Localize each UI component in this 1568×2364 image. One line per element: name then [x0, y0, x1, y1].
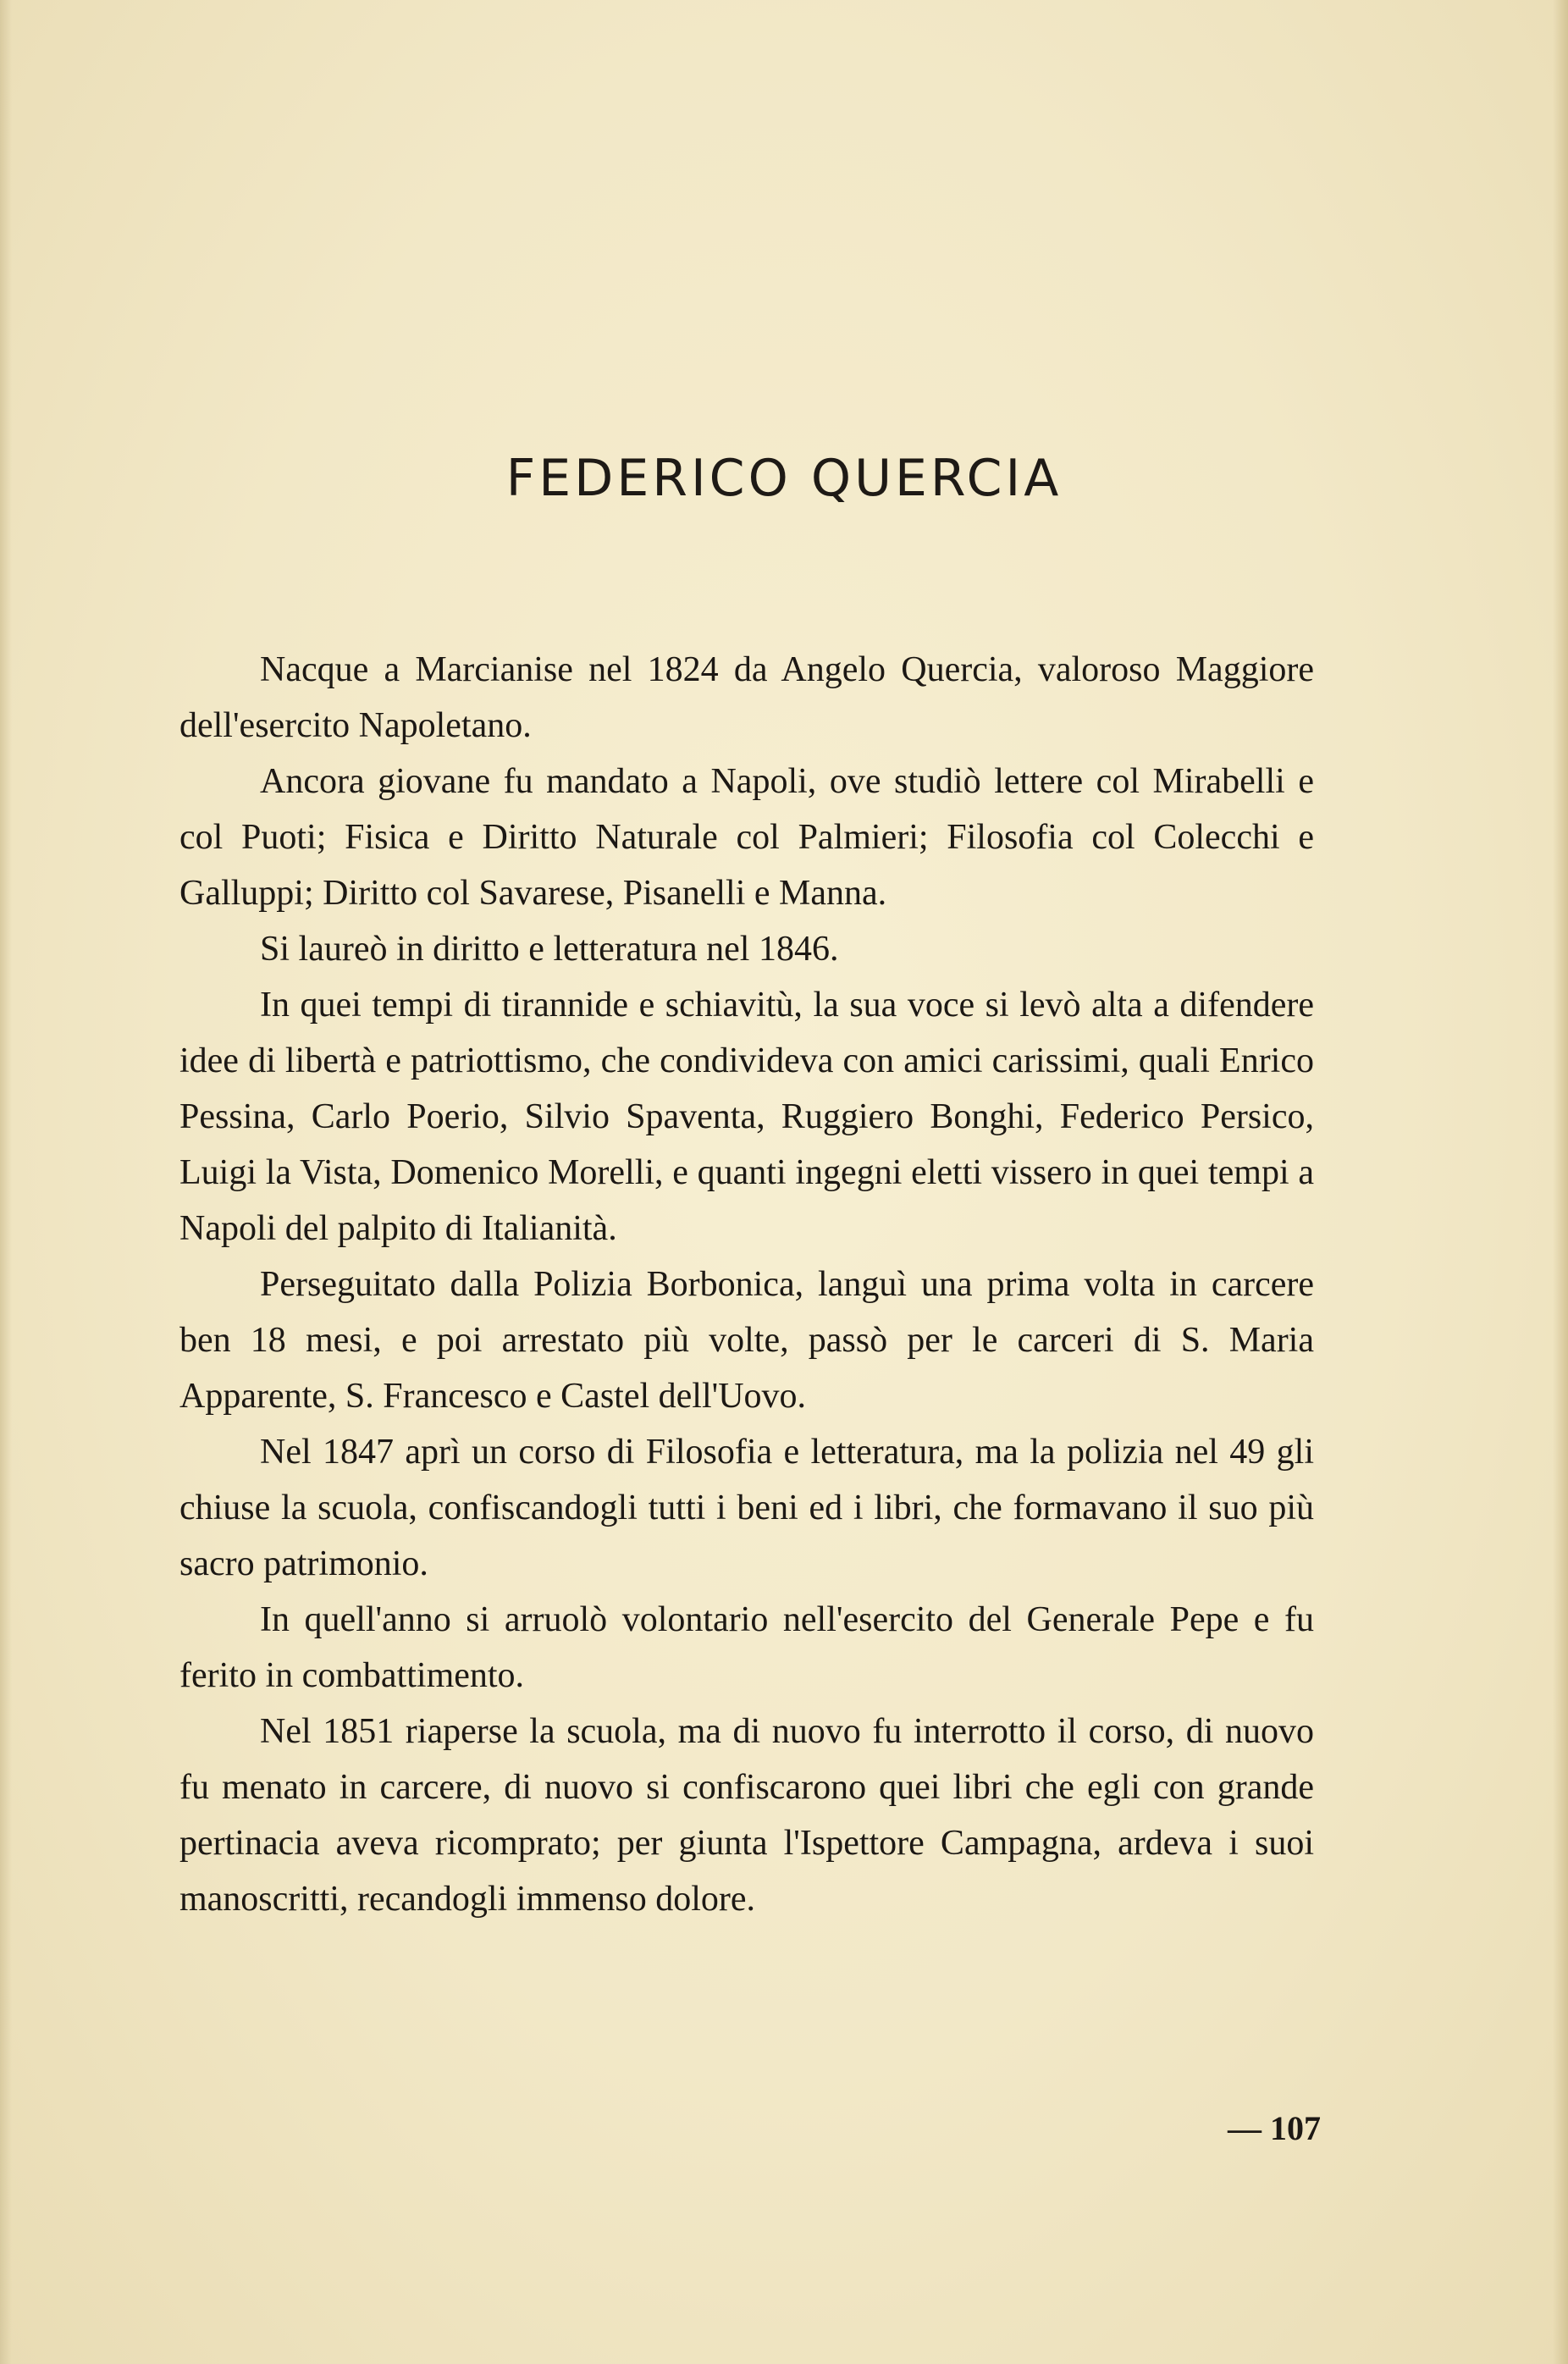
paragraph: Nel 1851 riaperse la scuola, ma di nuovo fu interrotto il corso, di nuovo fu menato in carcere, di nuovo si confiscarono quei libri che egli con grande pertinacia aveva ricomprato; per giunta l'Ispettore Campagna, ardeva i suoi manoscritti, recandogli immenso dolore.: [179, 1712, 1314, 1919]
paragraph: Si laureò in diritto e letteratura nel 1846.: [260, 930, 839, 969]
page-edge-right: [1553, 0, 1568, 2364]
paragraph: In quei tempi di tirannide e schiavitù, la sua voce si levò alta a difendere idee di libertà e patriottismo, che condivideva con amici carissimi, quali Enrico Pessina, Carlo Poerio, Silvio Spaventa, Ruggiero Bonghi, Federico Persico, Luigi la Vista, Domenico Morelli, e quanti ingegni eletti vissero in quei tempi a Napoli del palpito di Italianità.: [179, 986, 1314, 1248]
paragraph: Perseguitato dalla Polizia Borbonica, languì una prima volta in carcere ben 18 mesi, e poi arrestato più volte, passò per le carceri di S. Maria Apparente, S. Francesco e Castel dell'Uovo.: [179, 1265, 1314, 1416]
paragraph: Nel 1847 aprì un corso di Filosofia e letteratura, ma la polizia nel 49 gli chiuse la scuola, confiscandogli tutti i beni ed i libri, che formavano il suo più sacro patrimonio.: [179, 1433, 1314, 1583]
page-number: — 107: [1228, 2109, 1321, 2147]
paragraph: Nacque a Marcianise nel 1824 da Angelo Quercia, valoroso Maggiore dell'esercito Napoletano.: [179, 650, 1314, 745]
page-title: FEDERICO QUERCIA: [505, 449, 1063, 508]
paragraph: Ancora giovane fu mandato a Napoli, ove studiò lettere col Mirabelli e col Puoti; Fisica e Diritto Naturale col Palmieri; Filosofia col Colecchi e Galluppi; Diritto col Savarese, Pisanelli e Manna.: [179, 762, 1314, 913]
body-text: [179, 642, 1314, 1927]
page-edge-left: [0, 0, 12, 2364]
paragraph: In quell'anno si arruolò volontario nell'esercito del Generale Pepe e fu ferito in combattimento.: [179, 1600, 1314, 1695]
